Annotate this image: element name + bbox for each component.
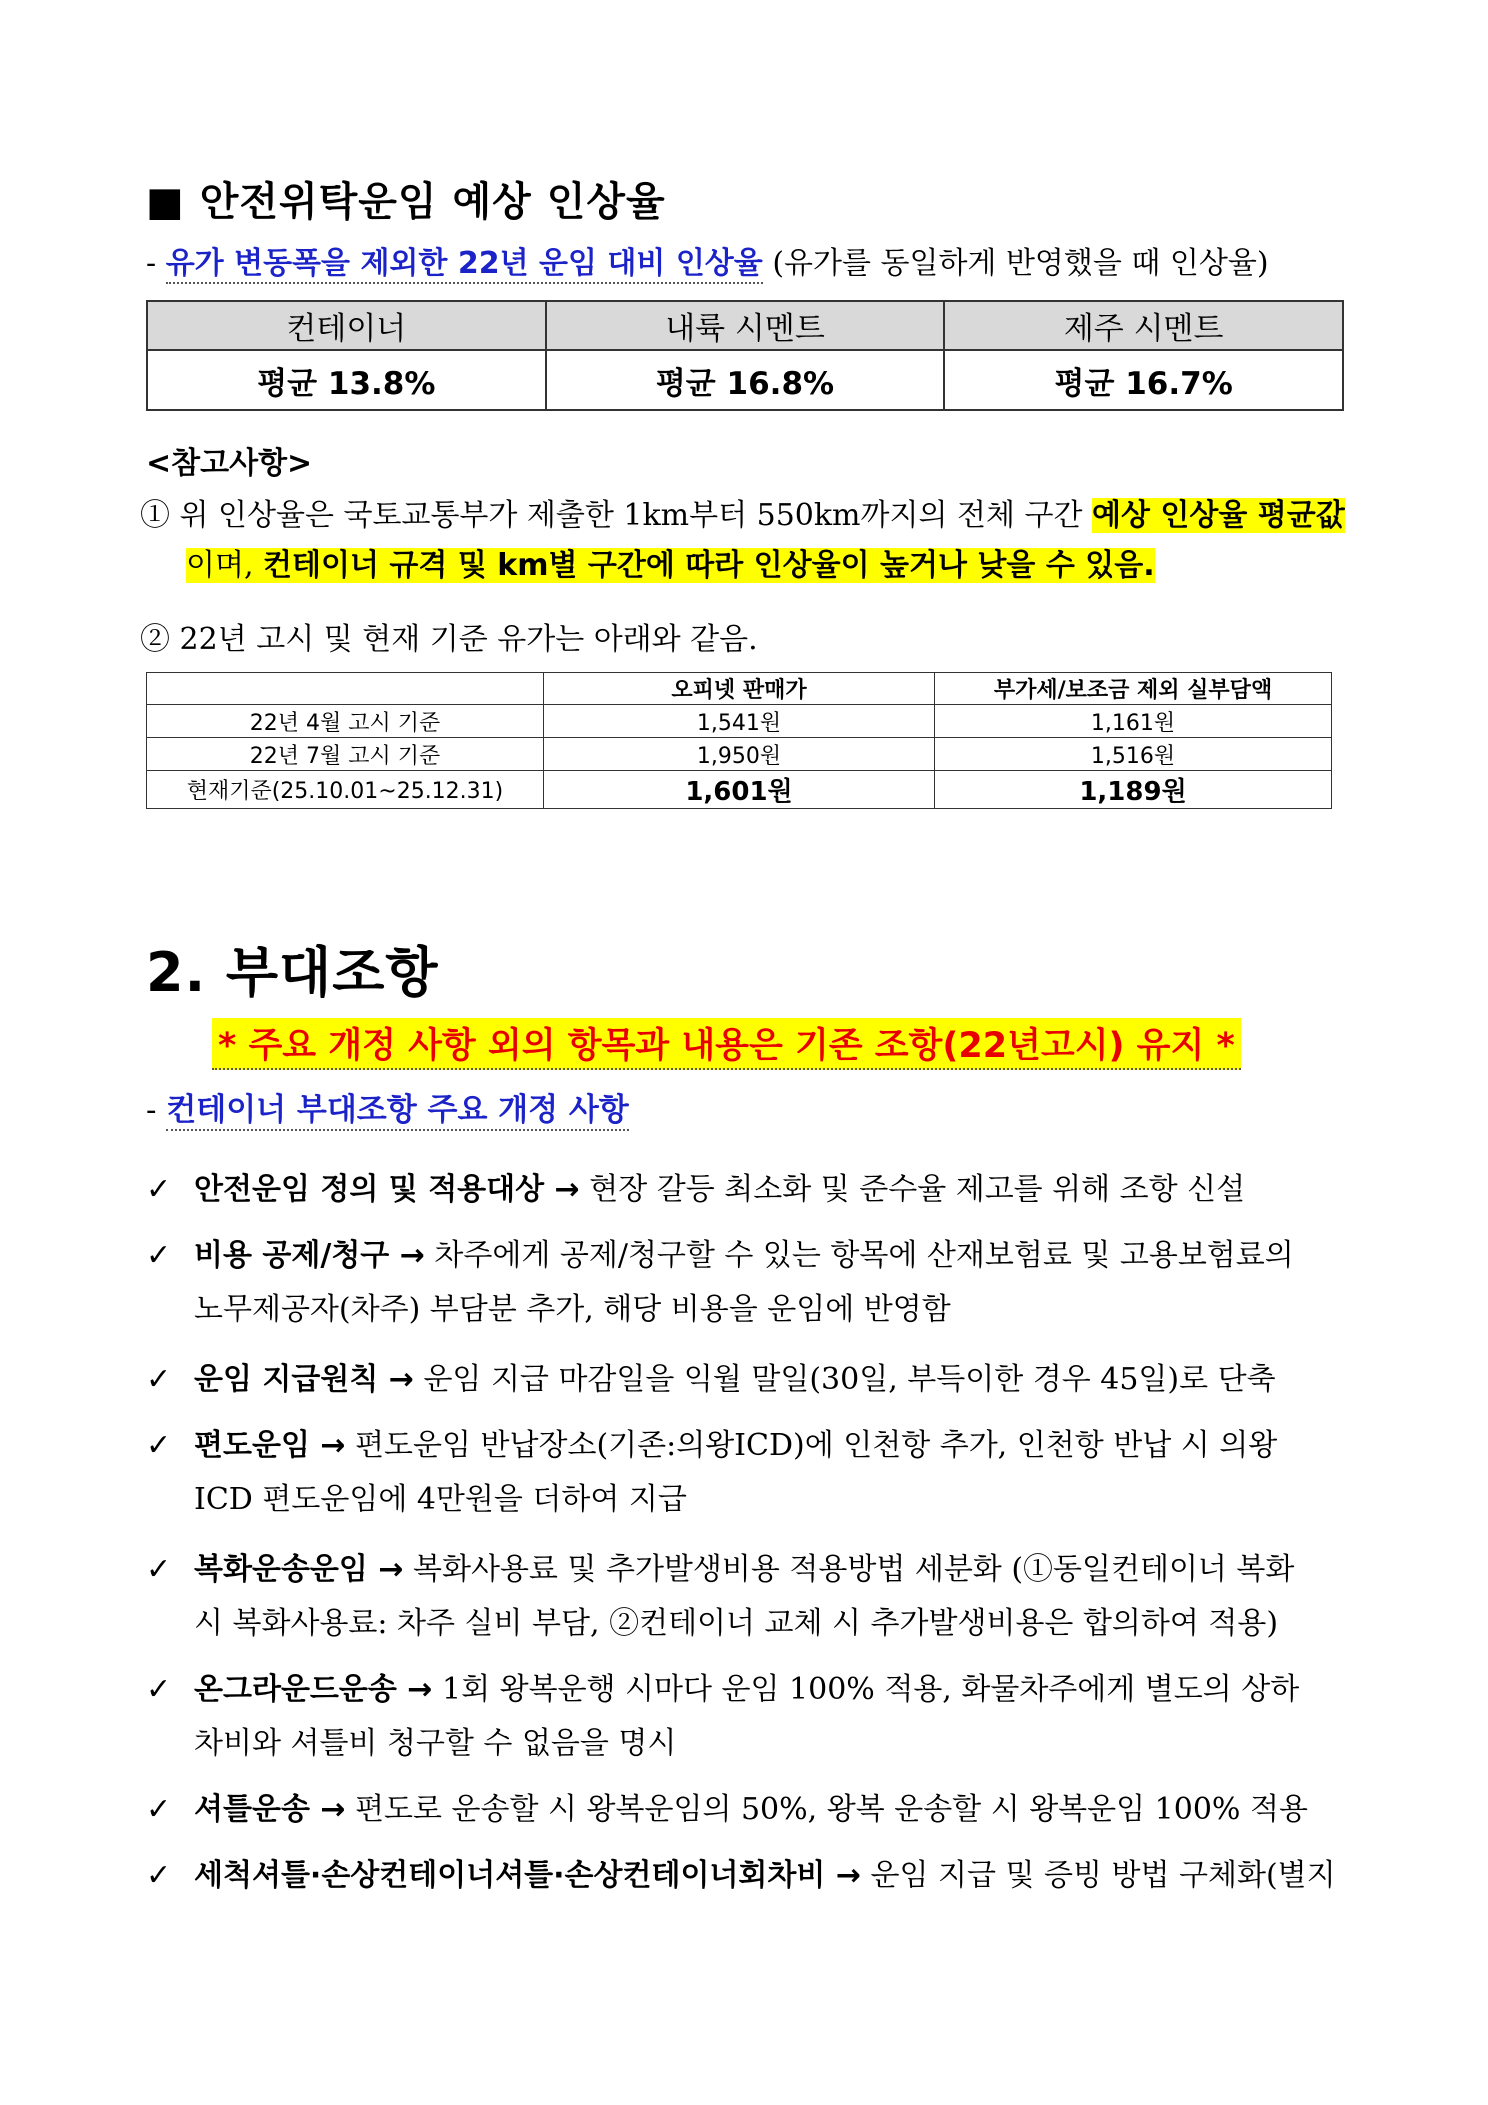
fuel-row-opinet: 1,541원 [543,705,934,738]
fuel-row-opinet: 1,601원 [543,771,934,809]
item-keyword: 편도운임 → [194,1428,346,1463]
check-icon: ✓ [146,1362,172,1397]
item-continuation: 차비와 셔틀비 청구할 수 없음을 명시 [194,1726,677,1761]
section-title: ■ 안전위탁운임 예상 인상율 [146,179,666,225]
check-icon: ✓ [146,1238,172,1273]
item-keyword: 셔틀운송 → [194,1792,346,1827]
reference-note-1 [140,490,1345,534]
rate-header-jeju-cement: 제주 시멘트 [944,301,1343,350]
fuel-table-row [147,738,1332,771]
check-item [146,1230,1294,1274]
reference-note-2: ② 22년 고시 및 현재 기준 유가는 아래와 같음. [140,622,758,657]
fuel-table-row [147,771,1332,809]
item-text: 운임 지급 및 증빙 방법 구체화(별지 [870,1858,1336,1893]
check-item [146,1420,1277,1464]
check-icon: ✓ [146,1792,172,1827]
fuel-row-label: 현재기준(25.10.01~25.12.31) [147,771,544,809]
subline-dash: - [146,246,157,281]
note1b-bold: 컨테이너 규격 및 km별 구간에 따라 인상율이 높거나 낮을 수 있음. [263,548,1155,583]
fuel-table-row [147,705,1332,738]
fuel-row-net: 1,189원 [935,771,1332,809]
item-keyword: 비용 공제/청구 → [194,1238,425,1273]
fuel-row-opinet: 1,950원 [543,738,934,771]
check-icon: ✓ [146,1858,172,1893]
reference-heading: <참고사항> [146,446,313,481]
item-keyword: 운임 지급원칙 → [194,1362,414,1397]
section-2-banner: * 주요 개정 사항 외의 항목과 내용은 기존 조항(22년고시) 유지 * [212,1018,1241,1070]
reference-note-1-continued [186,540,1155,584]
check-icon: ✓ [146,1552,172,1587]
rate-value-inland-cement: 평균 16.8% [546,350,945,410]
item-keyword: 안전운임 정의 및 적용대상 → [194,1172,580,1207]
fuel-row-net: 1,516원 [935,738,1332,771]
check-item [146,1544,1294,1588]
subline-highlight: 유가 변동폭을 제외한 22년 운임 대비 인상율 [166,246,763,284]
item-text: 차주에게 공제/청구할 수 있는 항목에 산재보험료 및 고용보험료의 [434,1238,1294,1273]
check-item [146,1354,1276,1398]
fuel-header-net: 부가세/보조금 제외 실부담액 [935,673,1332,705]
check-icon: ✓ [146,1672,172,1707]
item-text: 편도운임 반납장소(기존:의왕ICD)에 인천항 추가, 인천항 반납 시 의왕 [355,1428,1278,1463]
check-item [146,1164,1245,1208]
fuel-header-opinet: 오피넷 판매가 [543,673,934,705]
rate-table [146,300,1344,411]
item-text: 1회 왕복운행 시마다 운임 100% 적용, 화물차주에게 별도의 상하 [442,1672,1300,1707]
item-keyword: 복화운송운임 → [194,1552,404,1587]
item-keyword: 세척셔틀·손상컨테이너셔틀·손상컨테이너회차비 → [194,1858,861,1893]
note1-text: ① 위 인상율은 국토교통부가 제출한 1km부터 550km까지의 전체 구간 [140,498,1083,533]
rate-value-jeju-cement: 평균 16.7% [944,350,1343,410]
item-continuation: ICD 편도운임에 4만원을 더하여 지급 [194,1482,687,1517]
sub2-text: 컨테이너 부대조항 주요 개정 사항 [166,1092,628,1131]
check-item [146,1664,1299,1708]
rate-table-header-row [147,301,1343,350]
rate-header-container: 컨테이너 [147,301,546,350]
rate-subline [146,238,1269,282]
item-continuation: 노무제공자(차주) 부담분 추가, 해당 비용을 운임에 반영함 [194,1292,951,1327]
subline-note: (유가를 동일하게 반영했을 때 인상율) [772,246,1269,281]
rate-header-inland-cement: 내륙 시멘트 [546,301,945,350]
section-2-title: 2. 부대조항 [146,941,439,1004]
item-text: 현장 갈등 최소화 및 준수율 제고를 위해 조항 신설 [589,1172,1246,1207]
item-continuation: 시 복화사용료: 차주 실비 부담, ②컨테이너 교체 시 추가발생비용은 합의하여 적용) [194,1606,1279,1641]
item-text: 편도로 운송할 시 왕복운임의 50%, 왕복 운송할 시 왕복운임 100% 적용 [355,1792,1308,1827]
sub2-dash: - [146,1092,157,1128]
rate-value-container: 평균 13.8% [147,350,546,410]
check-item [146,1850,1336,1894]
fuel-row-label: 22년 7월 고시 기준 [147,738,544,771]
check-icon: ✓ [146,1172,172,1207]
note1-highlight: 예상 인상율 평균값 [1091,498,1345,533]
fuel-table-header-row [147,673,1332,705]
note1b-plain: 이며, [186,548,254,583]
fuel-header-blank [147,673,544,705]
check-icon: ✓ [146,1428,172,1463]
item-keyword: 온그라운드운송 → [194,1672,433,1707]
rate-table-value-row [147,350,1343,410]
item-text: 운임 지급 마감일을 익월 말일(30일, 부득이한 경우 45일)로 단축 [423,1362,1276,1397]
fuel-row-net: 1,161원 [935,705,1332,738]
check-item [146,1784,1308,1828]
fuel-price-table [146,672,1332,809]
section-2-subheading [146,1084,629,1129]
fuel-row-label: 22년 4월 고시 기준 [147,705,544,738]
item-text: 복화사용료 및 추가발생비용 적용방법 세분화 (①동일컨테이너 복화 [413,1552,1295,1587]
